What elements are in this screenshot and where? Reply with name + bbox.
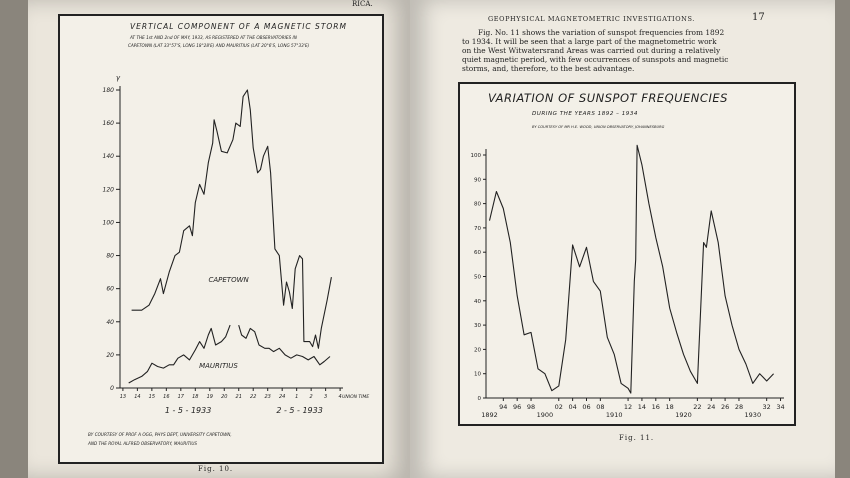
y-tick-label: 180 — [102, 87, 114, 94]
y-tick-label: 140 — [102, 153, 114, 161]
x-tick-label: 19 — [206, 394, 213, 400]
x-tick-label: 13 — [119, 394, 127, 400]
y-tick-label: 160 — [102, 120, 114, 128]
y-tick-label: 0 — [477, 396, 481, 402]
y-tick-label: 60 — [474, 250, 481, 257]
figure-caption: Fig. 11. — [619, 434, 655, 442]
y-tick-label: 20 — [106, 351, 114, 359]
paragraph-line: quiet magnetic period, with few occurrences of sunspots and magnetic — [462, 55, 729, 64]
x-tick-label: 21 — [235, 394, 242, 400]
x-tick-label: 94 — [499, 403, 508, 411]
y-tick-label: 70 — [474, 225, 481, 232]
x-tick-label: 15 — [148, 394, 156, 400]
chart-credit: BY COURTESY OF PROF A OGG, PHYS DEPT, UNIVERSITY CAPETOWN, — [88, 432, 232, 437]
x-tick-label: 26 — [720, 403, 730, 411]
chart-subtitle: AT THE 1st AND 2nd OF MAY, 1933, AS REGISTERED AT THE OBSERVATORIES IN — [130, 35, 297, 40]
x-tick-label: 22 — [250, 394, 257, 400]
series-label: CAPETOWN — [208, 276, 249, 285]
mauritius-series-line — [239, 325, 330, 365]
sunspot-series-line — [490, 145, 774, 393]
x-tick-label: 16 — [651, 403, 660, 411]
x-tick-label: 20 — [221, 394, 228, 400]
y-tick-label: 50 — [474, 274, 481, 281]
y-tick-label: 100 — [102, 219, 114, 227]
mauritius-series-line — [129, 325, 230, 383]
x-tick-label: 1920 — [675, 411, 692, 419]
x-axis-label: UNION TIME — [342, 395, 370, 400]
y-tick-label: 0 — [110, 385, 114, 392]
y-tick-label: 40 — [474, 298, 481, 305]
page-number: 17 — [752, 12, 765, 23]
date-label: 2 - 5 - 1933 — [276, 406, 323, 415]
paragraph-line: to 1934. It will be seen that a large part of the magnetometric work — [462, 37, 717, 46]
x-tick-label: 4 — [338, 394, 342, 400]
capetown-series-line — [132, 90, 332, 348]
x-tick-label: 1892 — [481, 411, 498, 419]
y-tick-label: 90 — [474, 177, 481, 184]
date-label: 1 - 5 - 1933 — [164, 406, 212, 415]
x-tick-label: 14 — [637, 403, 647, 411]
x-tick-label: 1900 — [536, 411, 554, 419]
y-tick-label: 20 — [474, 347, 481, 354]
x-tick-label: 34 — [776, 403, 785, 411]
paragraph-line: on the West Witwatersrand Areas was carried out during a relatively — [462, 46, 721, 55]
y-tick-label: 80 — [106, 252, 114, 260]
running-head: GEOPHYSICAL MAGNETOMETRIC INVESTIGATIONS. — [488, 15, 695, 23]
chart-subtitle: DURING THE YEARS 1892 – 1934 — [532, 111, 638, 117]
x-tick-label: 02 — [554, 403, 563, 411]
x-tick-label: 14 — [134, 394, 141, 400]
x-tick-label: 18 — [192, 394, 199, 400]
chart-credit: AND THE ROYAL ALFRED OBSERVATORY, MAURITIUS — [88, 441, 198, 446]
x-tick-label: 96 — [513, 403, 522, 411]
x-tick-label: 1 — [295, 394, 299, 400]
x-tick-label: 1910 — [605, 411, 623, 419]
y-tick-label: 60 — [106, 285, 114, 293]
left-page-corner-text: RICA. — [352, 0, 373, 8]
x-tick-label: 04 — [568, 403, 577, 411]
x-tick-label: 17 — [177, 394, 185, 400]
x-tick-label: 32 — [762, 403, 771, 411]
x-tick-label: 22 — [693, 403, 702, 411]
figure-caption: Fig. 10. — [198, 465, 234, 473]
paragraph-line: Fig. No. 11 shows the variation of sunspot frequencies from 1892 — [478, 28, 725, 37]
x-tick-label: 18 — [665, 403, 674, 411]
x-tick-label: 24 — [278, 394, 286, 400]
x-tick-label: 28 — [734, 403, 744, 411]
y-tick-label: 40 — [106, 318, 114, 326]
y-axis-label: γ — [115, 74, 121, 82]
chart-credit: BY COURTESY OF MR H.E. WOOD, UNION OBSERVATORY, JOHANNESBURG — [532, 125, 665, 129]
x-tick-label: 16 — [163, 394, 170, 400]
x-tick-label: 12 — [623, 403, 633, 411]
x-tick-label: 3 — [324, 394, 328, 400]
chart-title: VERTICAL COMPONENT OF A MAGNETIC STORM — [130, 22, 347, 31]
x-tick-label: 2 — [309, 394, 313, 400]
x-tick-label: 24 — [707, 403, 716, 411]
chart-title: VARIATION OF SUNSPOT FREQUENCIES — [488, 91, 728, 105]
y-tick-label: 80 — [474, 201, 481, 208]
y-tick-label: 30 — [474, 323, 481, 330]
x-tick-label: 06 — [582, 403, 591, 411]
x-tick-label: 08 — [596, 403, 605, 411]
y-tick-label: 10 — [474, 371, 481, 378]
x-tick-label: 23 — [264, 394, 271, 400]
paragraph-line: storms, and, therefore, to the best advantage. — [462, 64, 635, 73]
x-tick-label: 98 — [526, 403, 536, 411]
chart-subtitle: CAPETOWN (LAT 33°57'S, LONG 18°28'E) AND MAURITIUS (LAT 20°6'S, LONG 57°33'E) — [128, 43, 310, 48]
x-tick-label: 1930 — [744, 411, 762, 419]
series-label: MAURITIUS — [199, 362, 238, 371]
y-tick-label: 100 — [470, 153, 481, 159]
y-tick-label: 120 — [102, 186, 114, 194]
